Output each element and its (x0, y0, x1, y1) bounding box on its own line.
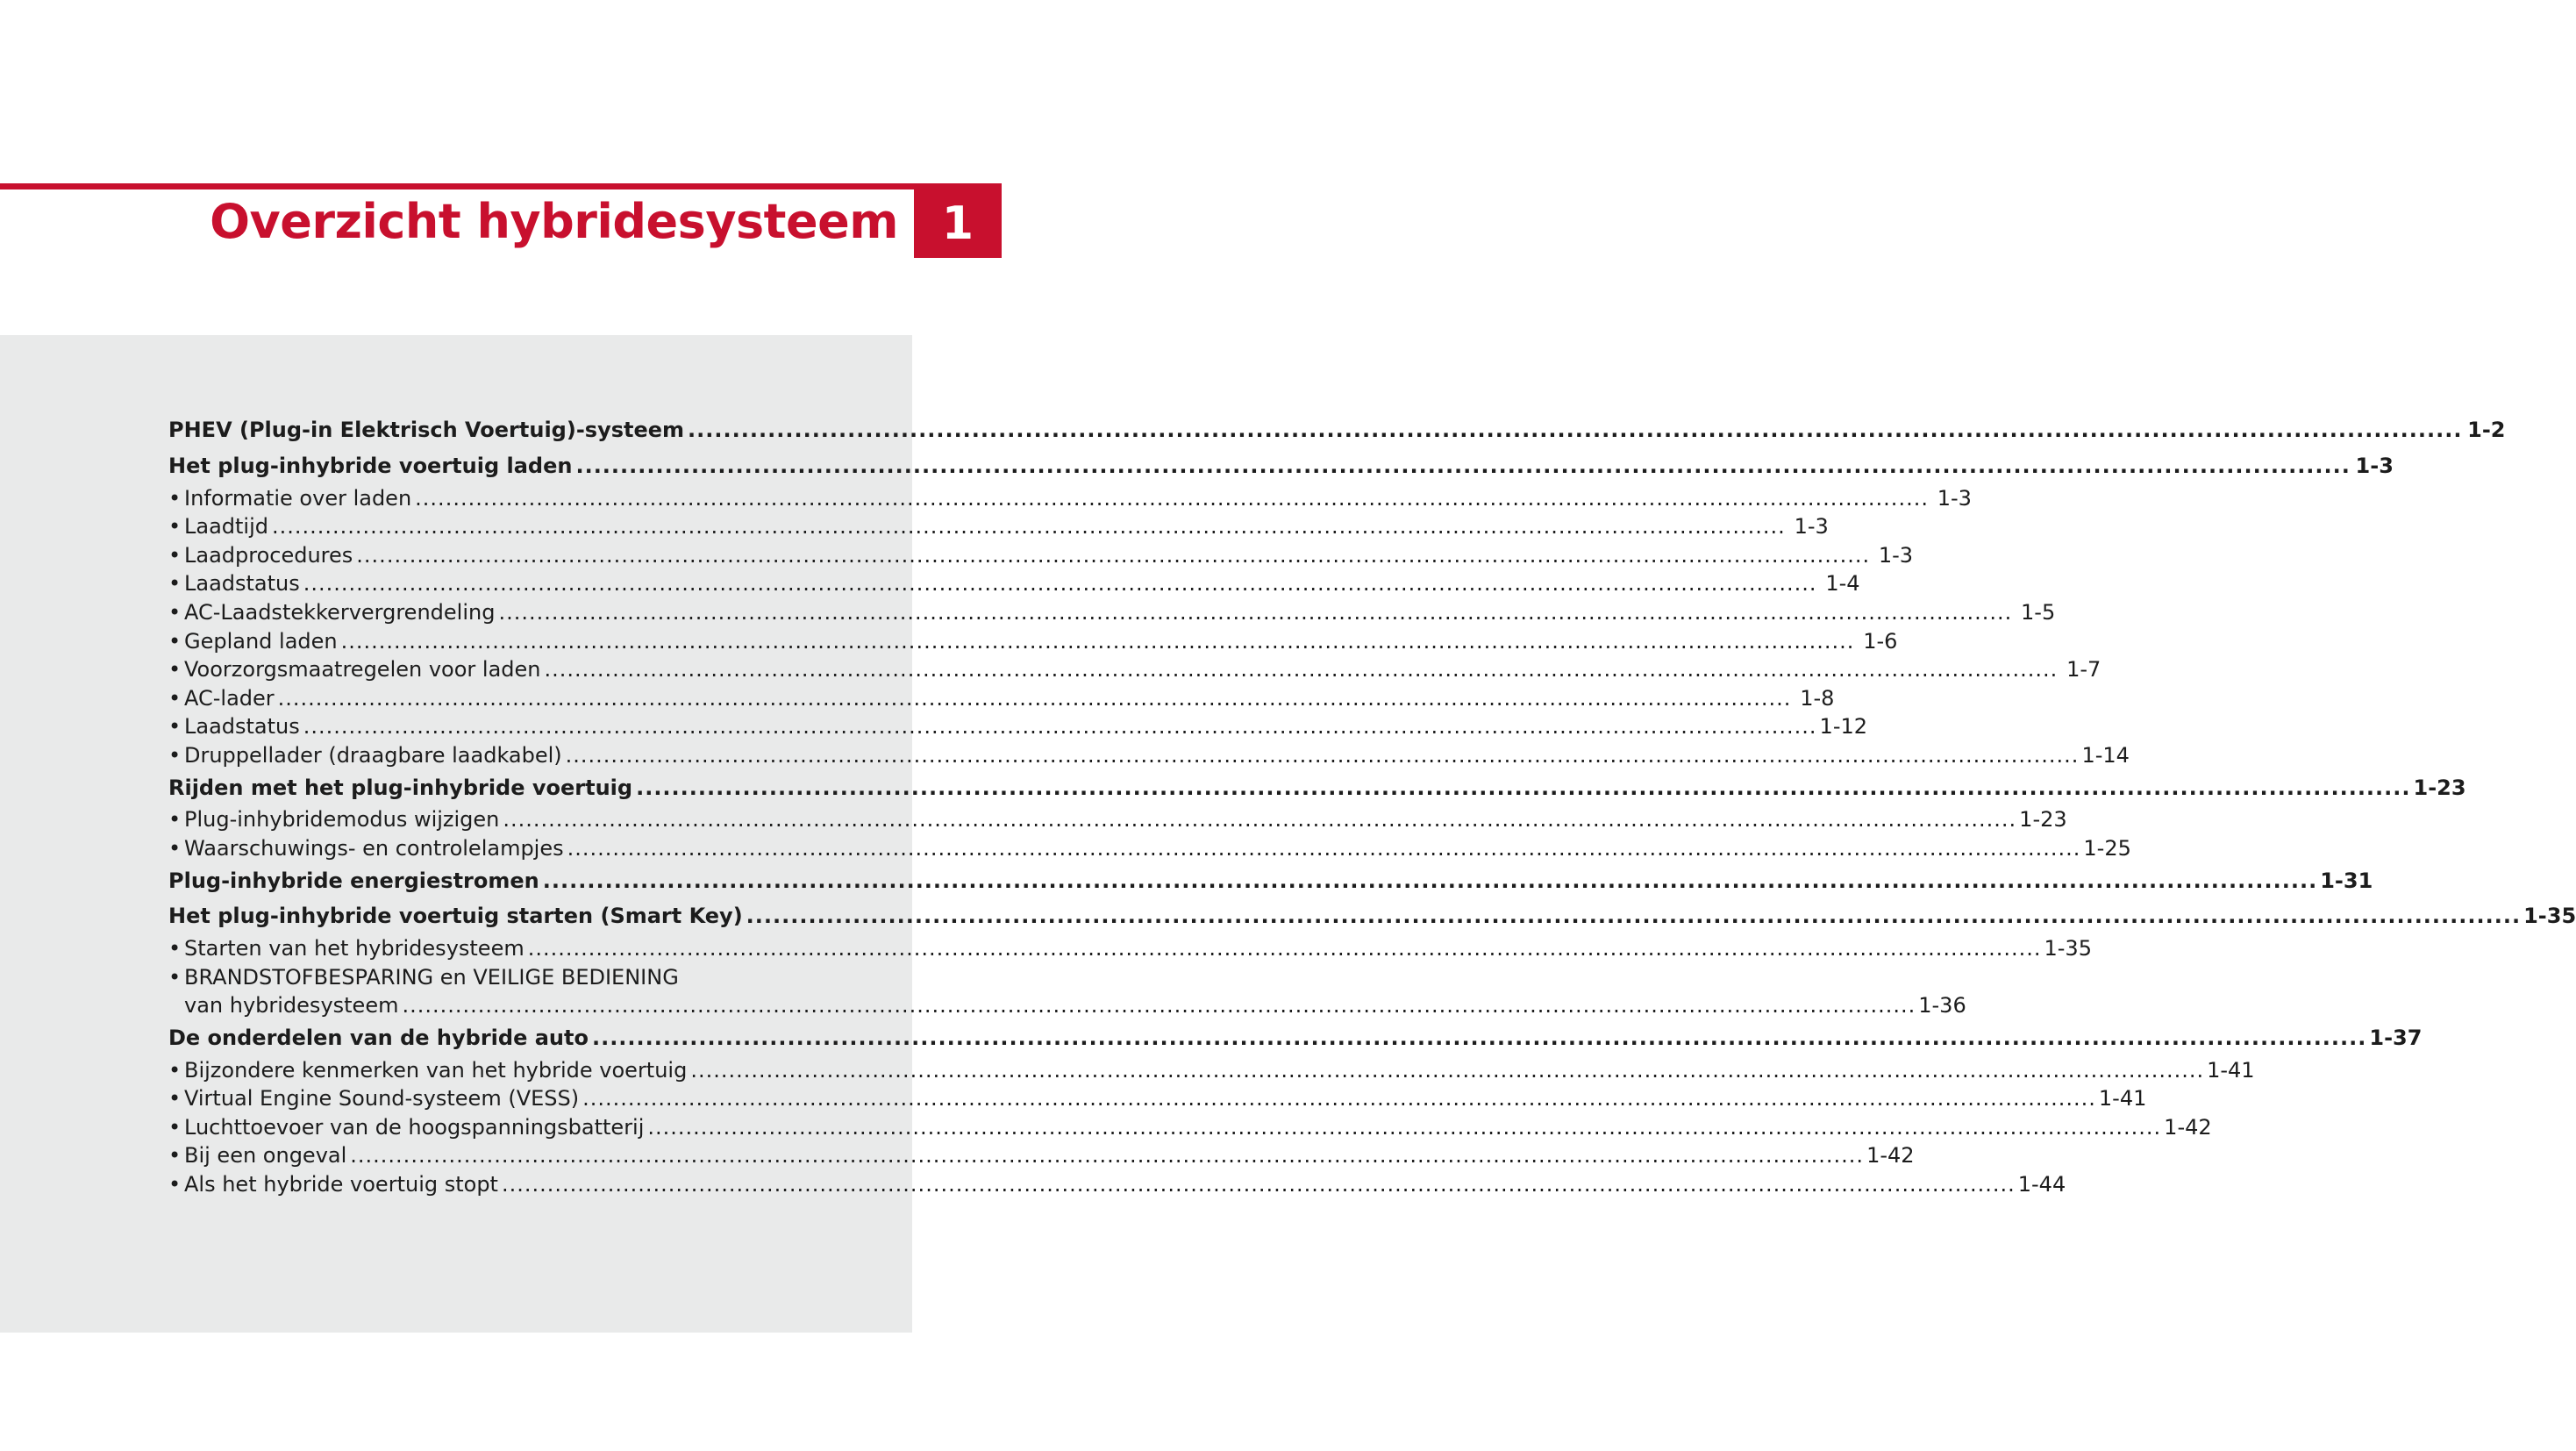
toc-entry-label: Laadstatus (184, 571, 300, 597)
dot-leader: ........................................................................................................................................................................................................ (498, 599, 2013, 625)
bullet-icon: • (168, 485, 182, 511)
toc-page-number: 1-42 (2164, 1114, 2212, 1140)
toc-page-number: 1-25 (2083, 835, 2131, 861)
dot-leader: ........................................................................................................................................................................................................ (567, 835, 2081, 861)
bullet-icon: • (168, 742, 182, 768)
toc-subentry[interactable] (168, 834, 2131, 863)
toc-page-number: 1-35 (2523, 904, 2576, 929)
toc-page-number: 1-41 (2098, 1086, 2147, 1111)
bullet-icon: • (168, 628, 182, 654)
toc-section-entry[interactable] (168, 863, 2373, 899)
toc-entry-label: PHEV (Plug-in Elektrisch Voertuig)-systeem (168, 418, 685, 442)
dot-leader: ........................................................................................................................................................................................................ (565, 742, 2080, 768)
dot-leader: ........................................................................................................................................................................................................ (542, 868, 2318, 893)
bullet-icon: • (168, 964, 182, 990)
dot-leader: ........................................................................................................................................................................................................ (647, 1114, 2162, 1140)
toc-section-entry[interactable] (168, 898, 2576, 934)
toc-entry-label: Waarschuwings- en controlelampjes (184, 835, 564, 861)
toc-entry-label: van hybridesysteem (184, 993, 399, 1019)
toc-subentry[interactable] (168, 963, 846, 992)
toc-page-number: 1-3 (2355, 453, 2394, 478)
toc-page-number: 1-14 (2081, 742, 2130, 768)
toc-section-entry[interactable] (168, 1020, 2423, 1056)
toc-page-number: 1-36 (1918, 993, 1966, 1019)
chapter-title: Overzicht hybridesysteem (210, 194, 898, 249)
dot-leader: ........................................................................................................................................................................................................ (356, 542, 1871, 568)
toc-subentry[interactable] (168, 598, 2056, 627)
bullet-icon: • (168, 1086, 182, 1111)
toc-subentry[interactable] (168, 1141, 1915, 1170)
toc-page-number: 1-4 (1825, 571, 1860, 597)
dot-leader: ........................................................................................................................................................................................................ (582, 1086, 2096, 1111)
bullet-icon: • (168, 571, 182, 597)
dot-leader: ........................................................................................................................................................................................................ (277, 685, 1792, 711)
bullet-icon: • (168, 1172, 182, 1197)
toc-entry-label: De onderdelen van de hybride auto (168, 1025, 589, 1050)
bullet-icon: • (168, 714, 182, 740)
toc-subentry[interactable] (168, 484, 1972, 513)
toc-subentry[interactable] (168, 712, 1868, 741)
toc-entry-label: Gepland laden (184, 628, 338, 654)
dot-leader: ........................................................................................................................................................................................................ (544, 657, 2059, 683)
bullet-icon: • (168, 599, 182, 625)
toc-page-number: 1-42 (1866, 1143, 1915, 1169)
toc-section-entry[interactable] (168, 448, 2394, 484)
toc-entry-label: Bijzondere kenmerken van het hybride voertuig (184, 1057, 688, 1083)
toc-page-number: 1-3 (1878, 542, 1914, 568)
toc-page-number: 1-2 (2467, 418, 2506, 442)
bullet-icon: • (168, 514, 182, 540)
toc-subentry[interactable] (168, 934, 2092, 963)
toc-entry-label: BRANDSTOFBESPARING en VEILIGE BEDIENING (184, 964, 679, 990)
toc-subentry[interactable] (168, 627, 1898, 656)
toc-subentry[interactable] (168, 1113, 2212, 1142)
toc-entry-label: AC-Laadstekkervergrendeling (184, 599, 496, 625)
toc-section-entry[interactable] (168, 770, 2466, 806)
toc-entry-label: AC-lader (184, 685, 275, 711)
dot-leader: ........................................................................................................................................................................................................ (688, 418, 2463, 442)
bullet-icon: • (168, 1114, 182, 1140)
toc-entry-label: Luchttoevoer van de hoogspanningsbatterij (184, 1114, 645, 1140)
toc-page-number: 1-23 (2019, 807, 2067, 833)
dot-leader: ........................................................................................................................................................................................................ (636, 775, 2411, 800)
toc-entry-label: Starten van het hybridesysteem (184, 936, 524, 961)
toc-page-number: 1-12 (1819, 714, 1868, 740)
bullet-icon: • (168, 835, 182, 861)
toc-entry-label: Laadprocedures (184, 542, 353, 568)
toc-entry-label: Informatie over laden (184, 485, 412, 511)
dot-leader: ........................................................................................................................................................................................................ (503, 807, 2017, 833)
dot-leader: ........................................................................................................................................................................................................ (591, 1025, 2367, 1050)
dot-leader: ........................................................................................................................................................................................................ (415, 485, 1929, 511)
toc-page-number: 1-8 (1800, 685, 1835, 711)
toc-subentry[interactable] (168, 541, 1914, 570)
dot-leader: ........................................................................................................................................................................................................ (303, 571, 1817, 597)
toc-entry-label: Plug-inhybridemodus wijzigen (184, 807, 500, 833)
dot-leader: ........................................................................................................................................................................................................ (575, 453, 2351, 478)
dot-leader: ........................................................................................................................................................................................................ (501, 1172, 2016, 1197)
dot-leader: ........................................................................................................................................................................................................ (340, 628, 1855, 654)
toc-subentry[interactable] (168, 991, 1966, 1020)
toc-page-number: 1-31 (2320, 868, 2373, 893)
toc-entry-label: Het plug-inhybride voertuig laden (168, 453, 573, 478)
toc-subentry[interactable] (168, 1170, 2066, 1199)
toc-page-number: 1-23 (2413, 775, 2466, 800)
toc-page-number: 1-44 (2017, 1172, 2066, 1197)
toc-entry-label: Rijden met het plug-inhybride voertuig (168, 775, 633, 800)
toc-page-number: 1-7 (2066, 657, 2101, 683)
toc-page-number: 1-41 (2207, 1057, 2255, 1083)
toc-entry-label: Voorzorgsmaatregelen voor laden (184, 657, 541, 683)
chapter-number-badge: 1 (914, 189, 1002, 258)
toc-subentry[interactable] (168, 805, 2067, 834)
bullet-icon: • (168, 1143, 182, 1169)
dot-leader: ........................................................................................................................................................................................................ (690, 1057, 2205, 1083)
toc-subentry[interactable] (168, 741, 2130, 770)
toc-entry-label: Laadstatus (184, 714, 300, 740)
toc-page-number: 1-3 (1937, 485, 1972, 511)
toc-subentry[interactable] (168, 1084, 2147, 1113)
dot-leader: ........................................................................................................................................................................................................ (527, 936, 2042, 961)
table-of-contents (168, 412, 2576, 1199)
toc-subentry[interactable] (168, 1056, 2255, 1085)
toc-page-number: 1-35 (2044, 936, 2092, 961)
dot-leader: ........................................................................................................................................................................................................ (350, 1143, 1865, 1169)
toc-page-number: 1-3 (1794, 514, 1829, 540)
bullet-icon: • (168, 936, 182, 961)
toc-subentry[interactable] (168, 512, 1829, 541)
toc-page-number: 1-6 (1863, 628, 1898, 654)
bullet-icon: • (168, 685, 182, 711)
header-rule (0, 183, 1002, 189)
dot-leader: ........................................................................................................................................................................................................ (303, 714, 1817, 740)
bullet-icon: • (168, 807, 182, 833)
toc-entry-label: Het plug-inhybride voertuig starten (Smart Key) (168, 904, 743, 929)
toc-entry-label: Bij een ongeval (184, 1143, 347, 1169)
toc-subentry[interactable] (168, 684, 1835, 713)
toc-subentry[interactable] (168, 655, 2101, 684)
toc-entry-label: Laadtijd (184, 514, 268, 540)
bullet-icon: • (168, 1057, 182, 1083)
toc-section-entry[interactable] (168, 412, 2506, 448)
toc-subentry[interactable] (168, 569, 1860, 598)
dot-leader: ........................................................................................................................................................................................................ (746, 904, 2522, 929)
toc-entry-label: Plug-inhybride energiestromen (168, 868, 539, 893)
toc-entry-label: Druppellader (draagbare laadkabel) (184, 742, 562, 768)
toc-entry-label: Als het hybride voertuig stopt (184, 1172, 498, 1197)
bullet-icon: • (168, 542, 182, 568)
dot-leader: ........................................................................................................................................................................................................ (272, 514, 1786, 540)
toc-page-number: 1-37 (2369, 1025, 2423, 1050)
dot-leader: ........................................................................................................................................................................................................ (402, 993, 1916, 1019)
toc-entry-label: Virtual Engine Sound-systeem (VESS) (184, 1086, 580, 1111)
bullet-icon: • (168, 657, 182, 683)
toc-page-number: 1-5 (2021, 599, 2056, 625)
